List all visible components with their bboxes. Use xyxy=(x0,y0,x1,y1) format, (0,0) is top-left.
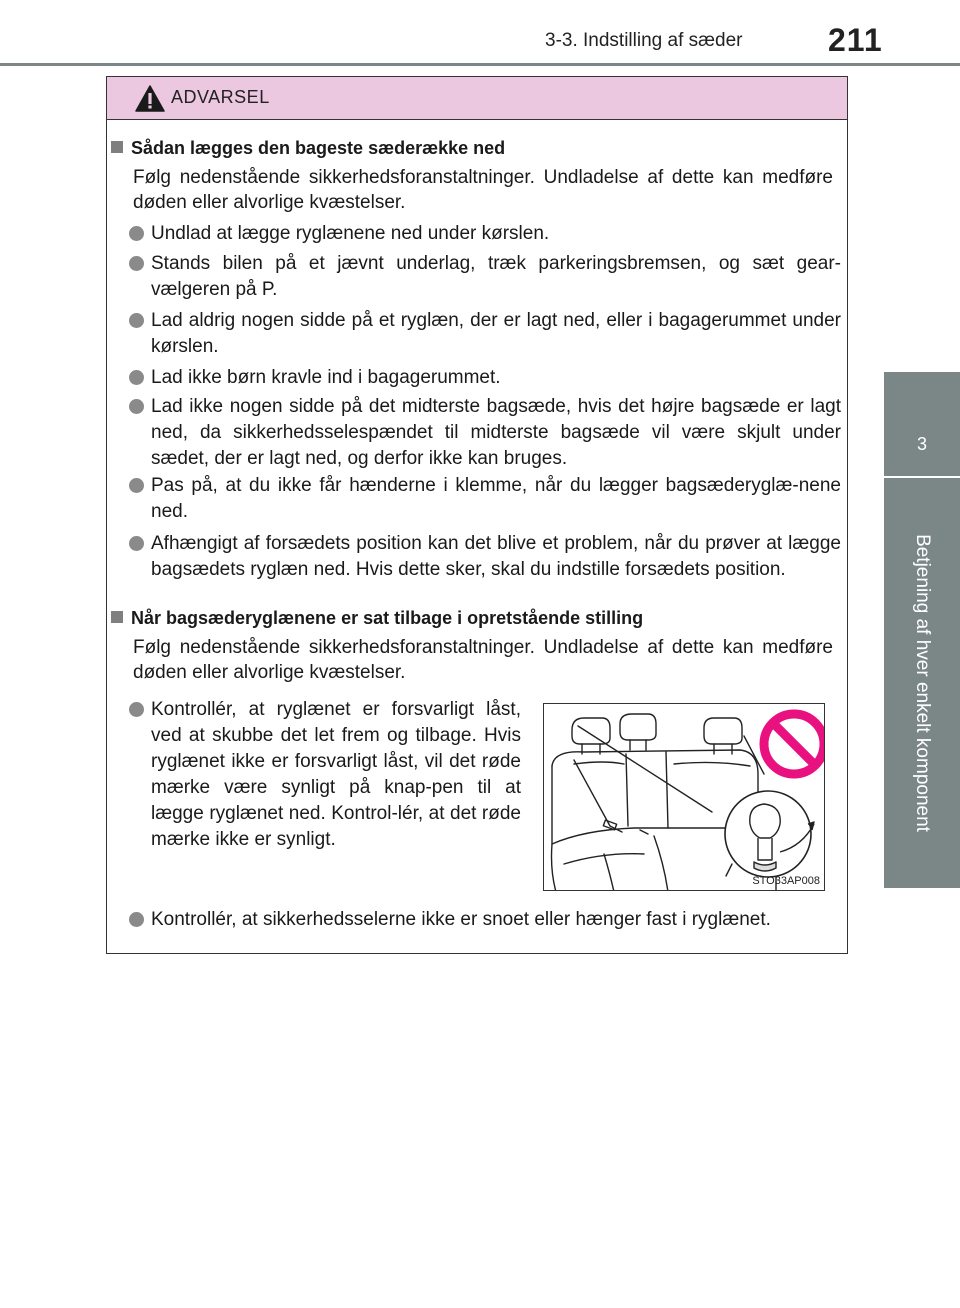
section-intro-text: Følg nedenstående sikkerhedsforanstaltninger. Undladelse af dette kan medføre døden eller alvorlige kvæstelser. xyxy=(133,167,833,213)
list-item: Kontrollér, at ryglænet er forsvarligt låst, ved at skubbe det let frem og tilbage. Hvis ryglænet ikke er forsvarligt låst, vil det røde mærke være synligt på knap-pen til at lægge ryglænet ned. Kontrol-lér, at det røde mærke ikke er synligt. xyxy=(129,697,521,853)
page-number: 211 xyxy=(828,22,883,58)
chapter-tab-number: 3 xyxy=(884,372,960,476)
illustration-code: STO33AP008 xyxy=(752,875,820,887)
bullet-icon xyxy=(129,370,144,385)
bullet-icon xyxy=(129,313,144,328)
warning-title: ADVARSEL xyxy=(171,87,270,107)
section-title: 3-3. Indstilling af sæder xyxy=(545,30,743,51)
bullet-icon xyxy=(129,478,144,493)
list-item: Undlad at lægge ryglænene ned under kørslen. xyxy=(129,221,841,247)
rear-seat-illustration xyxy=(543,703,825,891)
list-item: Stands bilen på et jævnt underlag, træk parkeringsbremsen, og sæt gear-vælgeren på P. xyxy=(129,251,841,303)
section-heading-fold-down: Sådan lægges den bageste sæderække ned xyxy=(111,138,505,159)
warning-triangle-icon xyxy=(135,85,165,112)
list-item: Lad ikke børn kravle ind i bagagerummet. xyxy=(129,365,841,391)
bullet-icon xyxy=(129,256,144,271)
section-heading-upright: Når bagsæderyglænene er sat tilbage i opretstående stilling xyxy=(111,608,643,629)
rear-seat-drawing xyxy=(544,704,825,891)
square-bullet-icon xyxy=(111,611,123,623)
bullet-icon xyxy=(129,536,144,551)
list-item: Lad ikke nogen sidde på det midterste bagsæde, hvis det højre bagsæde er lagt ned, da sikkerhedsselespændet til midterste bagsæde vil være skjult under sædet, der er lagt ned, og derfor ikke kan bruges. xyxy=(129,394,841,472)
prohibition-icon xyxy=(764,714,824,774)
chapter-tab xyxy=(884,478,960,888)
list-item: Kontrollér, at sikkerhedsselerne ikke er snoet eller hænger fast i ryglænet. xyxy=(129,907,841,933)
bullet-icon xyxy=(129,702,144,717)
square-bullet-icon xyxy=(111,141,123,153)
header-divider xyxy=(0,63,960,66)
chapter-tab-title: Betjening af hver enkelt komponent xyxy=(912,534,933,832)
bullet-icon xyxy=(129,912,144,927)
list-item: Afhængigt af forsædets position kan det blive et problem, når du prøver at lægge bagsædets ryglæn ned. Hvis dette sker, skal du indstille forsædets position. xyxy=(129,531,841,583)
warning-header xyxy=(107,77,847,120)
list-item: Pas på, at du ikke får hænderne i klemme, når du lægger bagsæderyglæ-nene ned. xyxy=(129,473,841,525)
bullet-icon xyxy=(129,399,144,414)
list-item: Lad aldrig nogen sidde på et ryglæn, der er lagt ned, eller i bagagerummet under kørslen. xyxy=(129,308,841,360)
section-intro-text: Følg nedenstående sikkerhedsforanstaltninger. Undladelse af dette kan medføre døden eller alvorlige kvæstelser. xyxy=(133,637,833,683)
warning-box xyxy=(106,76,848,954)
bullet-icon xyxy=(129,226,144,241)
